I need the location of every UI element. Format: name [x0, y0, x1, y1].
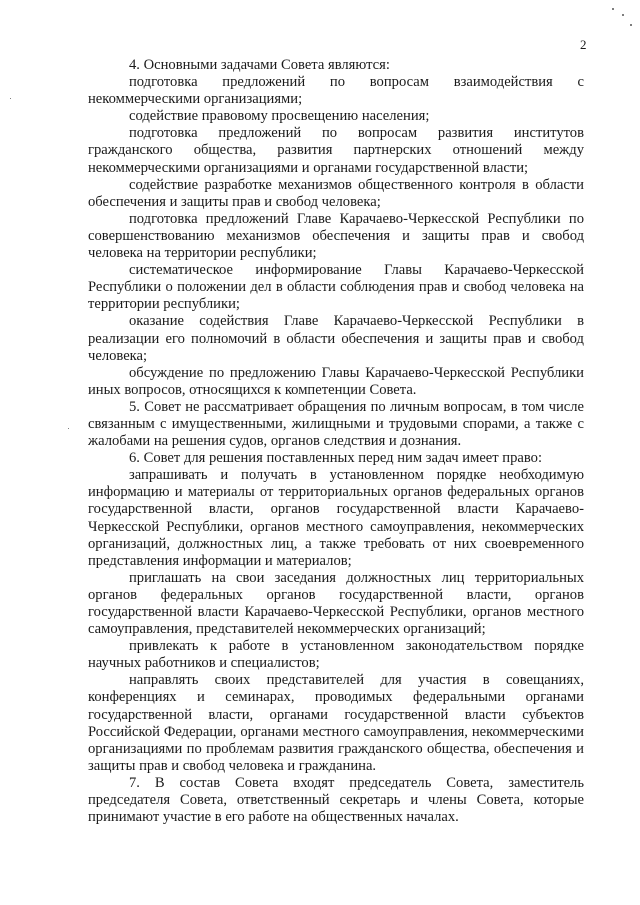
paragraph-right: направлять своих представителей для участия в совещаниях, конференциях и семинарах, проводимых федеральными органами государственной власти, органами государственной власти субъектов Российской Федерации, органами местного самоуправления, некоммерческими организациями по проблемам развития гражданского общества, обеспечения и защиты прав и свобод человека и гражданина. — [88, 672, 584, 774]
scan-speck — [10, 98, 11, 99]
page-number: 2 — [580, 37, 587, 52]
paragraph-section-6-heading: 6. Совет для решения поставленных перед ним задач имеет право: — [129, 450, 543, 467]
paragraph-right: приглашать на свои заседания должностных лиц территориальных органов федеральных органов государственной власти, органов государственной власти Карачаево-Черкесской Республики, органов местного самоуправления, представителей некоммерческих организаций; — [88, 569, 584, 638]
paragraph-section-7: 7. В состав Совета входят председатель Совета, заместитель председателя Совета, ответственный секретарь и члены Совета, которые принимают участие в его работе на общественных началах. — [88, 774, 584, 826]
paragraph-task: содействие правовому просвещению населения; — [129, 108, 430, 125]
scan-speck — [630, 24, 632, 26]
paragraph-section-4-heading: 4. Основными задачами Совета являются: — [129, 57, 390, 73]
paragraph-right: запрашивать и получать в установленном порядке необходимую информацию и материалы от территориальных органов федеральных органов государственной власти, органов государственной власти Карачаево-Черкесской Республики, органов местного самоуправления, некоммерческих организаций, должностных лиц, а также требовать от них своевременного представления информации и материалов; — [88, 467, 584, 569]
paragraph-task: систематическое информирование Главы Карачаево-Черкесской Республики о положении дел в области соблюдения прав и свобод человека на территории республики; — [88, 262, 584, 313]
scan-speck — [622, 14, 624, 16]
paragraph-task: подготовка предложений Главе Карачаево-Черкесской Республики по совершенствованию механизмов обеспечения и защиты прав и свобод человека на территории республики; — [88, 210, 584, 262]
paragraph-task: подготовка предложений по вопросам развития институтов гражданского общества, развития партнерских отношений между некоммерческими организациями и органами государственной власти; — [88, 125, 584, 176]
document-body — [88, 57, 584, 826]
paragraph-task: содействие разработке механизмов общественного контроля в области обеспечения и защиты прав и свобод человека; — [88, 176, 584, 210]
paragraph-right: привлекать к работе в установленном законодательством порядке научных работников и специалистов; — [88, 638, 584, 672]
paragraph-task: оказание содействия Главе Карачаево-Черкесской Республики в реализации его полномочий в области обеспечения и защиты прав и свобод человека; — [88, 313, 584, 364]
paragraph-task: подготовка предложений по вопросам взаимодействия с некоммерческими организациями; — [88, 74, 584, 108]
scan-speck — [612, 8, 614, 10]
paragraph-section-5: 5. Совет не рассматривает обращения по личным вопросам, в том числе связанным с имущественными, жилищными и трудовыми спорами, а также с жалобами на решения судов, органов следствия и дознания. — [88, 398, 584, 450]
paragraph-task: обсуждение по предложению Главы Карачаево-Черкесской Республики иных вопросов, относящихся к компетенции Совета. — [88, 364, 584, 398]
scan-speck — [68, 428, 69, 429]
